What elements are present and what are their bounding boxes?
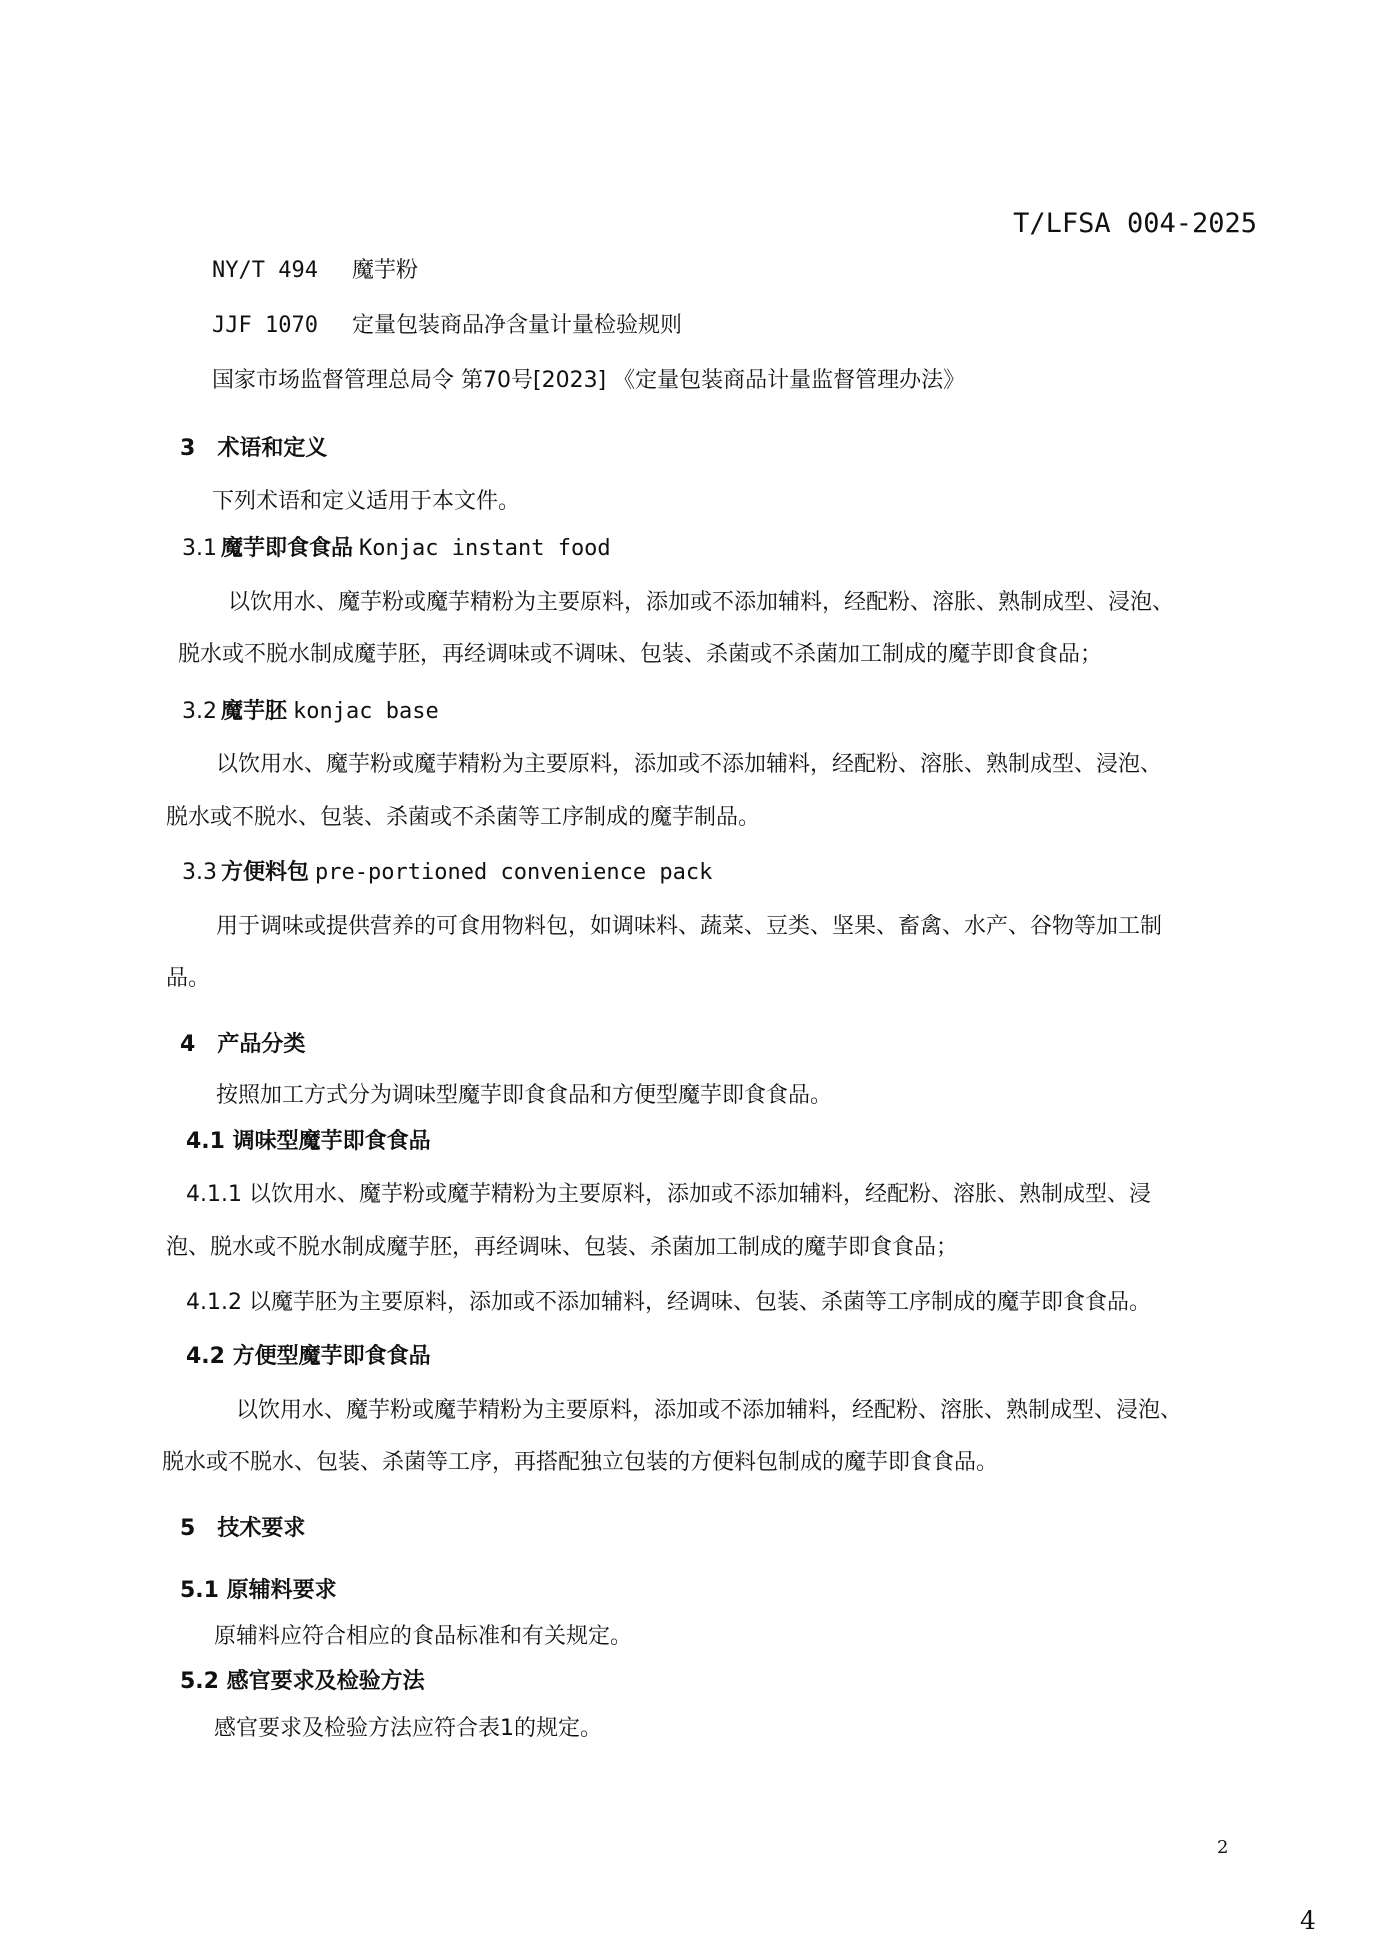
- paragraph: 下列术语和定义适用于本文件。: [212, 489, 521, 514]
- paragraph-line: 以饮用水、魔芋粉或魔芋精粉为主要原料，添加或不添加辅料，经配粉、溶胀、熟制成型、浸泡、: [236, 1398, 1183, 1423]
- section-number: 5: [180, 1516, 196, 1541]
- term-name: 魔芋即食食品: [221, 536, 354, 561]
- subsection-5-2-heading: 5.2 感官要求及检验方法: [180, 1669, 425, 1694]
- subsection-4-2-heading: 4.2 方便型魔芋即食食品: [186, 1344, 431, 1369]
- reference-item: [212, 256, 418, 286]
- term-3-1-heading: [182, 534, 611, 564]
- section-3-heading: [180, 434, 327, 464]
- section-number: 3: [180, 436, 196, 461]
- section-title: 产品分类: [217, 1032, 306, 1057]
- reference-item: [212, 311, 682, 341]
- subsection-5-1-heading: 5.1 原辅料要求: [180, 1578, 337, 1603]
- term-number: 3.3: [182, 860, 217, 885]
- paragraph: 感官要求及检验方法应符合表1的规定。: [214, 1716, 602, 1741]
- reference-code: JJF 1070: [212, 313, 318, 338]
- section-number: 4: [180, 1032, 196, 1057]
- term-english: konjac base: [293, 699, 439, 724]
- subsection-4-1-heading: 4.1 调味型魔芋即食食品: [186, 1129, 431, 1154]
- section-5-heading: [180, 1514, 305, 1544]
- section-title: 技术要求: [217, 1516, 306, 1541]
- paragraph-line: 4.1.1 以饮用水、魔芋粉或魔芋精粉为主要原料，添加或不添加辅料，经配粉、溶胀、熟制成型、浸: [186, 1182, 1151, 1207]
- term-english: pre-portioned convenience pack: [315, 860, 713, 885]
- paragraph-line: 脱水或不脱水、包装、杀菌或不杀菌等工序制成的魔芋制品。: [166, 805, 761, 830]
- reference-title: 魔芋粉: [351, 258, 418, 283]
- paragraph: 原辅料应符合相应的食品标准和有关规定。: [214, 1624, 633, 1649]
- paragraph-line: 以饮用水、魔芋粉或魔芋精粉为主要原料，添加或不添加辅料，经配粉、溶胀、熟制成型、浸泡、: [228, 590, 1175, 615]
- reference-item: 国家市场监督管理总局令 第70号[2023] 《定量包装商品计量监督管理办法》: [212, 368, 966, 393]
- paragraph-line: 泡、脱水或不脱水制成魔芋胚，再经调味、包装、杀菌加工制成的魔芋即食食品；: [166, 1235, 959, 1260]
- term-name: 方便料包: [221, 860, 310, 885]
- reference-title: 定量包装商品净含量计量检验规则: [351, 313, 682, 338]
- paragraph-line: 脱水或不脱水制成魔芋胚，再经调味或不调味、包装、杀菌或不杀菌加工制成的魔芋即食食品；: [178, 642, 1103, 667]
- section-title: 术语和定义: [217, 436, 328, 461]
- paragraph-line: 品。: [166, 966, 211, 991]
- reference-code: NY/T 494: [212, 258, 318, 283]
- paragraph-line: 脱水或不脱水、包装、杀菌等工序，再搭配独立包装的方便料包制成的魔芋即食食品。: [162, 1450, 999, 1475]
- term-3-3-heading: [182, 858, 712, 888]
- term-3-2-heading: [182, 697, 439, 727]
- term-number: 3.1: [182, 536, 217, 561]
- document-code: T/LFSA 004-2025: [1013, 208, 1257, 239]
- paragraph-line: 4.1.2 以魔芋胚为主要原料，添加或不添加辅料，经调味、包装、杀菌等工序制成的魔芋即食食品。: [186, 1290, 1151, 1315]
- sheet-number: 4: [1300, 1906, 1316, 1935]
- paragraph-line: 用于调味或提供营养的可食用物料包，如调味料、蔬菜、豆类、坚果、畜禽、水产、谷物等加工制: [216, 914, 1163, 939]
- section-4-heading: [180, 1030, 305, 1060]
- term-english: Konjac instant food: [359, 536, 611, 561]
- paragraph: 按照加工方式分为调味型魔芋即食食品和方便型魔芋即食食品。: [216, 1083, 833, 1108]
- paragraph-line: 以饮用水、魔芋粉或魔芋精粉为主要原料，添加或不添加辅料，经配粉、溶胀、熟制成型、浸泡、: [216, 752, 1163, 777]
- term-name: 魔芋胚: [221, 699, 288, 724]
- page-number: 2: [1217, 1837, 1229, 1858]
- term-number: 3.2: [182, 699, 217, 724]
